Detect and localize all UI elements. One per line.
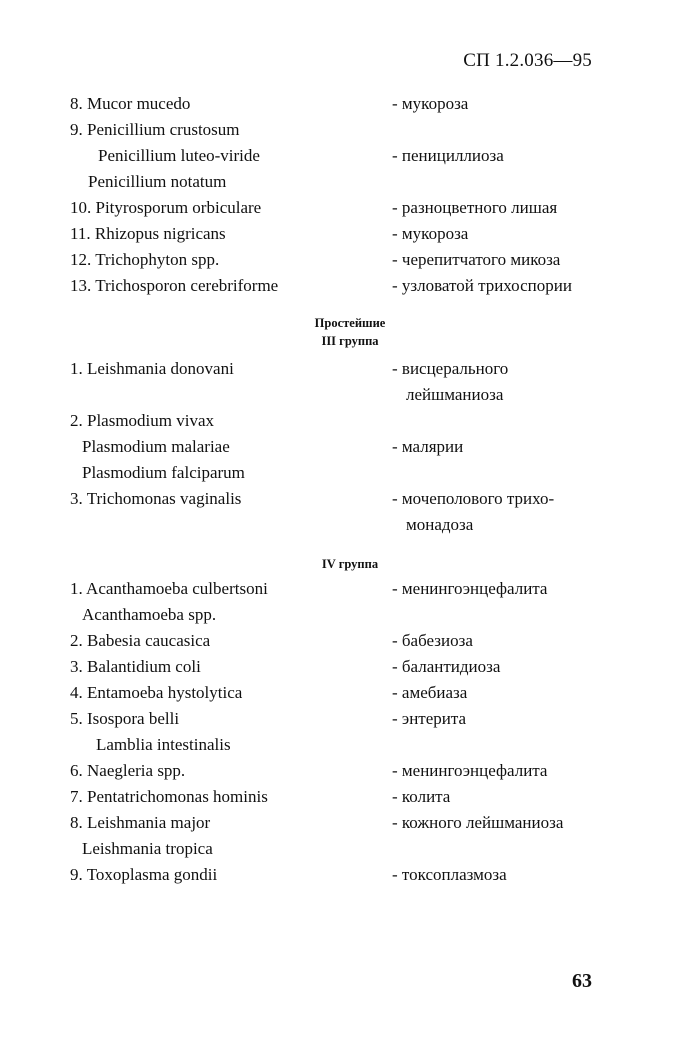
table-row	[70, 810, 630, 836]
disease-name: - энтерита	[392, 709, 467, 728]
disease-name: - колита	[392, 787, 451, 806]
table-row	[70, 732, 630, 758]
page-number: 63	[572, 970, 592, 992]
organism-name: 3. Trichomonas vaginalis	[70, 489, 242, 508]
table-row	[70, 576, 630, 602]
disease-name: - менингоэнцефалита	[392, 761, 548, 780]
table-row	[70, 460, 630, 486]
table-row	[70, 247, 630, 273]
disease-name: - разноцветного лишая	[392, 198, 558, 217]
organism-name: 11. Rhizopus nigricans	[70, 224, 226, 243]
table-row	[70, 408, 630, 434]
disease-name: - пенициллиоза	[392, 146, 504, 165]
organism-name: Plasmodium malariae	[82, 437, 230, 456]
section-heading: Простейшие	[314, 316, 386, 330]
disease-name: - менингоэнцефалита	[392, 579, 548, 598]
organism-name: 12. Trichophyton spp.	[70, 250, 220, 269]
table-row	[70, 602, 630, 628]
table-row	[70, 143, 630, 169]
disease-name: - балантидиоза	[392, 657, 501, 676]
table-row	[70, 654, 630, 680]
organism-name: Leishmania tropica	[82, 839, 213, 858]
organism-name: 9. Penicillium crustosum	[70, 120, 240, 139]
organism-name: Plasmodium falciparum	[82, 463, 245, 482]
table-row	[70, 382, 630, 408]
organism-name: Penicillium notatum	[88, 172, 227, 191]
disease-name: - узловатой трихоспории	[392, 276, 572, 295]
table-row	[70, 784, 630, 810]
table-row	[70, 169, 630, 195]
organism-name: 4. Entamoeba hystolytica	[70, 683, 243, 702]
disease-name: лейшманиоза	[406, 385, 504, 404]
table-row	[70, 434, 630, 460]
table-row	[70, 221, 630, 247]
organism-name: 8. Leishmania major	[70, 813, 211, 832]
organism-name: 9. Toxoplasma gondii	[70, 865, 218, 884]
table-row	[70, 628, 630, 654]
organism-name: 8. Mucor mucedo	[70, 94, 191, 113]
disease-name: - кожного лейшманиоза	[392, 813, 564, 832]
table-row	[70, 706, 630, 732]
table-row	[70, 680, 630, 706]
organism-name: 6. Naegleria spp.	[70, 761, 186, 780]
table-row	[70, 486, 630, 512]
table-row	[70, 117, 630, 143]
organism-name: 2. Babesia caucasica	[70, 631, 211, 650]
table-row	[70, 758, 630, 784]
organism-name: 1. Leishmania donovani	[70, 359, 234, 378]
organism-name: Acanthamoeba spp.	[82, 605, 217, 624]
disease-name: - бабезиоза	[392, 631, 473, 650]
group-heading: III группа	[321, 334, 379, 348]
disease-name: - мукороза	[392, 94, 469, 113]
table-row	[70, 356, 630, 382]
organism-name: 1. Acanthamoeba culbertsoni	[70, 579, 268, 598]
table-row	[70, 512, 630, 538]
disease-name: - амебиаза	[392, 683, 468, 702]
table-row	[70, 195, 630, 221]
organism-name: 13. Trichosporon cerebriforme	[70, 276, 279, 295]
disease-name: - токсоплазмоза	[392, 865, 507, 884]
disease-name: - черепитчатого микоза	[392, 250, 561, 269]
disease-name: - малярии	[392, 437, 464, 456]
organism-name: 7. Pentatrichomonas hominis	[70, 787, 268, 806]
disease-name: - мочеполового трихо-	[392, 489, 555, 508]
organism-name: 10. Pityrosporum orbiculare	[70, 198, 262, 217]
organism-name: 2. Plasmodium vivax	[70, 411, 215, 430]
table-row	[70, 91, 630, 117]
organism-name: 5. Isospora belli	[70, 709, 180, 728]
table-row	[70, 836, 630, 862]
organism-name: Lamblia intestinalis	[96, 735, 231, 754]
document-code: СП 1.2.036—95	[463, 50, 592, 71]
group-heading: IV группа	[321, 557, 379, 571]
disease-name: - висцерального	[392, 359, 509, 378]
disease-name: - мукороза	[392, 224, 469, 243]
organism-name: Penicillium luteo-viride	[98, 146, 260, 165]
organism-name: 3. Balantidium coli	[70, 657, 201, 676]
table-row	[70, 862, 630, 888]
disease-name: монадоза	[406, 515, 474, 534]
table-row	[70, 273, 630, 299]
